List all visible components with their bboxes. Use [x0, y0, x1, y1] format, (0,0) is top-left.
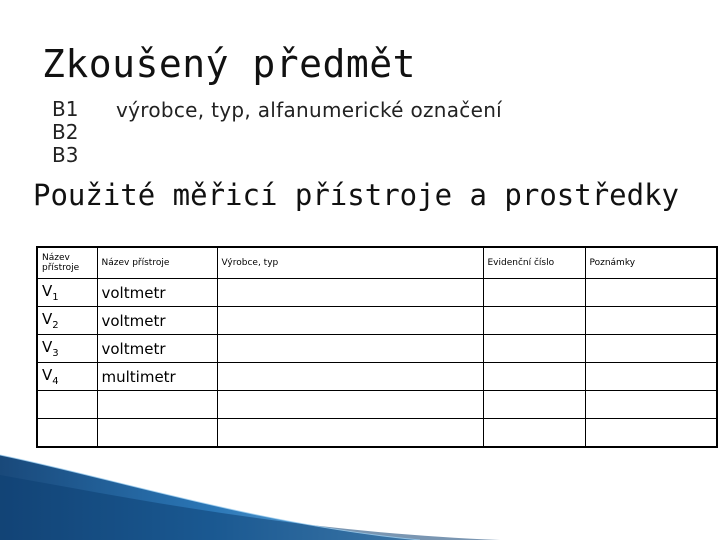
b-list [52, 98, 78, 167]
table-row [37, 391, 717, 419]
header-cell-label: Název přístroje [37, 247, 97, 279]
table-row [37, 363, 717, 391]
b-item-3: B3 [52, 143, 79, 167]
header-cell-name: Název přístroje [97, 247, 217, 279]
table-row [37, 279, 717, 307]
row-evidence [483, 363, 585, 391]
row-manufacturer [217, 391, 483, 419]
row-id: $V_3$ [37, 335, 97, 363]
header-cell-notes: Poznámky [585, 247, 717, 279]
table-row [37, 335, 717, 363]
row-id: $V_1$ [37, 279, 97, 307]
section-title: Použité měřicí přístroje a prostředky [33, 178, 680, 212]
row-manufacturer [217, 307, 483, 335]
header-cell-evidence-number: Evidenční číslo [483, 247, 585, 279]
row-manufacturer [217, 279, 483, 307]
row-manufacturer [217, 363, 483, 391]
row-id: $V_2$ [37, 307, 97, 335]
row-evidence [483, 279, 585, 307]
decorative-wave [0, 440, 720, 540]
row-name: voltmetr [97, 307, 217, 335]
row-notes [585, 363, 717, 391]
row-name: voltmetr [97, 279, 217, 307]
slide-title: Zkoušený předmět [42, 42, 417, 86]
row-name [97, 391, 217, 419]
row-notes [585, 307, 717, 335]
row-name: multimetr [97, 363, 217, 391]
row-evidence [483, 335, 585, 363]
row-notes [585, 279, 717, 307]
row-id [37, 391, 97, 419]
row-evidence [483, 391, 585, 419]
header-cell-manufacturer: Výrobce, typ [217, 247, 483, 279]
row-evidence [483, 307, 585, 335]
row-manufacturer [217, 335, 483, 363]
row-notes [585, 335, 717, 363]
b-item-1: B1 [52, 97, 79, 121]
row-name: voltmetr [97, 335, 217, 363]
table-row [37, 307, 717, 335]
row-notes [585, 391, 717, 419]
b1-description: výrobce, typ, alfanumerické označení [116, 98, 503, 122]
instruments-table [36, 246, 718, 448]
table-header-row [37, 247, 717, 279]
b-item-2: B2 [52, 120, 79, 144]
row-id: $V_4$ [37, 363, 97, 391]
